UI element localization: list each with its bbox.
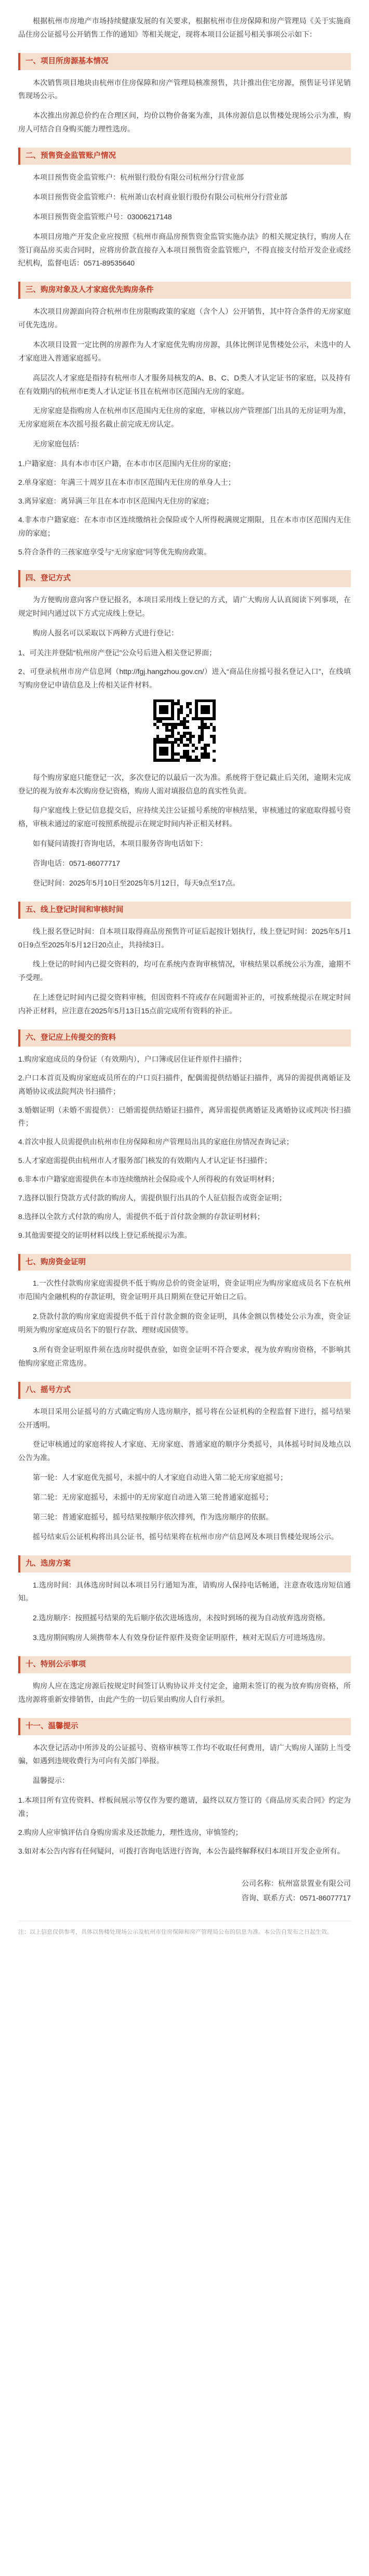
section-list-item: 2、可登录杭州市房产信息网（http://fgj.hangzhou.gov.cn/）进入“商品住房摇号报名登记入口”，在线填写购房登记申请信息及上传相关证件材料。 bbox=[18, 667, 351, 689]
section-heading: 三、购房对象及人才家庭优先购房条件 bbox=[18, 282, 351, 299]
section-heading: 四、登记方式 bbox=[18, 570, 351, 587]
section-list-item: 6.非本市户籍家庭需提供在本市连续缴纳社会保险或个人所得税的有效证明材料； bbox=[18, 1175, 279, 1184]
section-paragraph: 每个购房家庭只能登记一次，多次登记的以最后一次为准。系统将于登记截止后关闭，逾期未完成登记的视为放弃本次购房登记资格，购房人需对填报信息的真实性负责。 bbox=[18, 773, 351, 795]
section-list-item: 5.人才家庭需提供由杭州市人才服务部门核发的有效期内人才认定证书扫描件； bbox=[18, 1156, 272, 1165]
section-list-item: 1、可关注并登陆“杭州房产登记”公众号后进入相关登记界面； bbox=[18, 648, 217, 657]
section-heading: 八、摇号方式 bbox=[18, 1382, 351, 1399]
section-heading: 二、预售资金监管账户情况 bbox=[18, 148, 351, 165]
section-list-item: 3.离异家庭：离异满三年且在本市市区范围内无住房的家庭； bbox=[18, 496, 214, 505]
section-paragraph: 2.选房顺序：按照摇号结果的先后顺序依次进场选房，未按时到场的视为自动放弃选房资格。 bbox=[33, 1614, 330, 1622]
section-paragraph: 无房家庭包括： bbox=[33, 440, 84, 448]
section-paragraph: 每户家庭线上登记信息提交后，应持续关注公证摇号系统的审核结果，审核通过的家庭取得摇号资格，审核未通过的家庭可按照系统提示在规定时间内补正相关材料。 bbox=[18, 806, 351, 828]
section-list-item: 1.购房家庭成员的身份证（有效期内），户口簿或居住证件原件扫描件； bbox=[18, 1054, 246, 1063]
announcement-page bbox=[18, 0, 351, 1964]
section-list-item: 4.非本市户籍家庭：在本市市区连续缴纳社会保险或个人所得税满规定期限，且在本市市区范围内无住房的家庭； bbox=[18, 515, 351, 537]
section-paragraph: 本次项目设置一定比例的房源作为人才家庭优先购房房源，具体比例详见售楼处公示，未选中的人才家庭进入普通家庭摇号。 bbox=[18, 340, 351, 362]
section-list-item: 2.购房人应审慎评估自身购房需求及还款能力，理性选房，审慎签约； bbox=[18, 1828, 243, 1837]
section-list-item: 8.选择以全款方式付款的购房人，需提供不低于首付款金额的存款证明材料； bbox=[18, 1212, 265, 1221]
section-list-item: 3.婚姻证明（未婚不需提供）：已婚需提供结婚证扫描件，离异需提供离婚证及离婚协议或判决书扫描件； bbox=[18, 1105, 351, 1128]
section-paragraph: 摇号结束后公证机构将出具公证书，摇号结果将在杭州市房产信息网及本项目售楼处现场公示。 bbox=[33, 1532, 338, 1541]
section-heading: 五、线上登记时间和审核时间 bbox=[18, 902, 351, 919]
section-paragraph: 登记审核通过的家庭将按人才家庭、无房家庭、普通家庭的顺序分类摇号，具体摇号时间及地点以公告为准。 bbox=[18, 1440, 351, 1462]
section-heading: 七、购房资金证明 bbox=[18, 1254, 351, 1271]
section-heading: 九、选房方案 bbox=[18, 1555, 351, 1573]
section-paragraph: 本次销售项目地块由杭州市住房保障和房产管理局核准预售，共计推出住宅房源，预售证号详见销售现场公示。 bbox=[18, 78, 351, 100]
section-list-item: 9.其他需要提交的证明材料以线上登记系统提示为准。 bbox=[18, 1231, 192, 1239]
section-paragraph: 本次项目房源面向符合杭州市住房限购政策的家庭（含个人）公开销售，其中符合条件的无房家庭可优先选房。 bbox=[18, 307, 351, 329]
section-paragraph: 线上登记的时间内已提交资料的，均可在系统内查询审核情况，审核结果以系统公示为准，逾期不予受理。 bbox=[18, 960, 351, 982]
section-paragraph: 在上述登记时间内已提交资料审核，但因资料不符或存在问题需补正的，可按系统提示在规定时间内补正材料，应注意在2025年5月13日15点前完成所有资料的补正。 bbox=[18, 993, 351, 1015]
qr-code-wrapper bbox=[18, 699, 351, 762]
section-paragraph: 本次推出房源总价约在合理区间，均价以物价备案为准，具体房源信息以售楼处现场公示为准，购房人可结合自身购买能力理性选房。 bbox=[18, 111, 351, 134]
intro-paragraph: 根据杭州市房地产市场持续健康发展的有关要求，根据杭州市住房保障和房产管理局《关于实施商品住房公证摇号公开销售工作的通知》等相关规定，现将本项目公证摇号相关事项公示如下： bbox=[18, 17, 351, 38]
section-paragraph: 本项目预售资金监管账户：杭州银行股份有限公司杭州分行营业部 bbox=[33, 173, 244, 181]
section-heading: 一、项目所房源基本情况 bbox=[18, 53, 351, 70]
section-paragraph: 购房人报名可以采取以下两种方式进行登记： bbox=[33, 629, 178, 638]
section-paragraph: 登记时间：2025年5月10日至2025年5月12日，每天9点至17点。 bbox=[33, 878, 240, 887]
section-heading: 十一、温馨提示 bbox=[18, 1718, 351, 1735]
section-list-item: 1.户籍家庭：具有本市市区户籍，在本市市区范围内无住房的家庭； bbox=[18, 459, 235, 468]
section-list-item: 5.符合条件的三孩家庭享受与“无房家庭”同等优先购房政策。 bbox=[18, 547, 211, 556]
section-list-item: 3.如对本公告内容有任何疑问，可拨打咨询电话进行咨询，本公告最终解释权归本项目开发企业所有。 bbox=[18, 1846, 345, 1855]
section-paragraph: 3.选房期间购房人须携带本人有效身份证件原件及资金证明原件，核对无误后方可进场选房。 bbox=[33, 1633, 330, 1642]
section-paragraph: 高层次人才家庭是指持有杭州市人才服务局核发的A、B、C、D类人才认定证书的家庭，以及持有在有效期内的杭州市E类人才认定证书且在杭州市区范围内无房的家庭。 bbox=[18, 373, 351, 395]
section-paragraph: 为方便购房意向客户登记报名，本项目采用线上登记的方式，请广大购房人认真阅读下列事项，在规定时间内通过以下方式完成线上登记。 bbox=[18, 596, 351, 618]
section-heading: 十、特别公示事项 bbox=[18, 1656, 351, 1673]
section-paragraph: 咨询电话：0571-86077717 bbox=[33, 859, 121, 868]
company-name: 公司名称：杭州富景置业有限公司 bbox=[242, 1879, 351, 1887]
section-paragraph: 第二轮：无房家庭摇号，未摇中的无房家庭自动进入第三轮普通家庭摇号； bbox=[33, 1493, 273, 1502]
section-paragraph: 线上报名登记时间：自本项目取得商品房预售许可证后起按计划执行，线上登记时间：2025年5月10日9点至2025年5月12日20点止，共持续3日。 bbox=[18, 927, 351, 949]
section-paragraph: 本项目采用公证摇号的方式确定购房人选房顺序，摇号将在公证机构的全程监督下进行，摇号结果公开透明。 bbox=[18, 1407, 351, 1429]
section-paragraph: 购房人应在选定房源后按规定时间签订认购协议并支付定金，逾期未签订的视为放弃购房资格，所选房源将重新安排销售，由此产生的一切后果由购房人自行承担。 bbox=[18, 1681, 351, 1703]
section-paragraph: 温馨提示： bbox=[33, 1776, 69, 1785]
qr-code-icon[interactable] bbox=[153, 699, 216, 762]
section-paragraph: 3.所有资金证明原件须在选房时提供查验，如资金证明不符合要求，视为放弃购房资格，不影响其他购房家庭正常选房。 bbox=[18, 1345, 351, 1367]
contact-info: 咨询、联系方式：0571-86077717 bbox=[241, 1893, 351, 1902]
section-paragraph: 本项目预售资金监管账户：杭州萧山农村商业银行股份有限公司杭州分行营业部 bbox=[33, 192, 287, 201]
sections-container bbox=[18, 53, 351, 1858]
section-paragraph: 本项目房地产开发企业应按照《杭州市商品房预售资金监管实施办法》的相关规定执行，购房人在签订商品房买卖合同时，应将房价款直接存入本项目预售资金监管账户，不得直接支付给开发企业或经纪机构，监督电话：0571-89535640 bbox=[18, 232, 351, 268]
section-heading: 六、登记应上传提交的资料 bbox=[18, 1029, 351, 1047]
section-paragraph: 2.贷款付款的购房家庭需提供不低于首付款金额的资金证明，具体金额以售楼处公示为准，资金证明须为购房家庭成员名下的银行存款、理财或国债等。 bbox=[18, 1312, 351, 1335]
section-paragraph: 无房家庭是指购房人在杭州市区范围内无住房的家庭，审核以房产管理部门出具的无房证明为准，无房家庭须在本次摇号报名截止前完成无房认定。 bbox=[18, 406, 351, 429]
section-list-item: 4.首次申报人员需提供由杭州市住房保障和房产管理局出具的家庭住房情况查询记录； bbox=[18, 1138, 294, 1146]
footnote: 注：以上信息仅供参考，具体以售楼处现场公示及杭州市住房保障和房产管理局公布的信息为准。本公告自发布之日起生效。 bbox=[18, 1928, 333, 1935]
section-list-item: 2.户口本首页及购房家庭成员所在的户口页扫描件，配偶需提供结婚证扫描件，离异的需提供离婚证及离婚协议或法院判决书扫描件； bbox=[18, 1073, 351, 1095]
section-list-item: 7.选择以银行贷款方式付款的购房人，需提供银行出具的个人征信报告或资金证明； bbox=[18, 1193, 286, 1202]
signature-block bbox=[18, 1876, 351, 1905]
section-paragraph: 第三轮：普通家庭摇号，摇号结果按顺序依次排列，作为选房顺序的依据。 bbox=[33, 1512, 273, 1521]
section-paragraph: 本项目预售资金监管账户号：03006217148 bbox=[33, 212, 172, 221]
section-list-item: 2.单身家庭：年满三十周岁且在本市市区范围内无住房的单身人士； bbox=[18, 478, 235, 487]
section-list-item: 1.本项目所有宣传资料、样板间展示等仅作为要约邀请，最终以双方签订的《商品房买卖合同》约定为准； bbox=[18, 1796, 351, 1818]
section-paragraph: 1.一次性付款购房家庭需提供不低于购房总价的资金证明，资金证明应为购房家庭成员名下在杭州市范围内金融机构的存款证明，资金证明开具日期须在登记开始日之后。 bbox=[18, 1279, 351, 1301]
section-paragraph: 如有疑问请拨打咨询电话，本项目服务咨询电话如下： bbox=[33, 839, 207, 848]
section-paragraph: 第一轮：人才家庭优先摇号，未摇中的人才家庭自动进入第二轮无房家庭摇号； bbox=[33, 1473, 287, 1482]
section-paragraph: 本次登记活动中所涉及的公证摇号、资格审核等工作均不收取任何费用，请广大购房人谨防上当受骗，如遇到违规收费行为可向有关部门举报。 bbox=[18, 1743, 351, 1765]
section-paragraph: 1.选房时间：具体选房时间以本项目另行通知为准，请购房人保持电话畅通，注意查收选房短信通知。 bbox=[18, 1580, 351, 1603]
